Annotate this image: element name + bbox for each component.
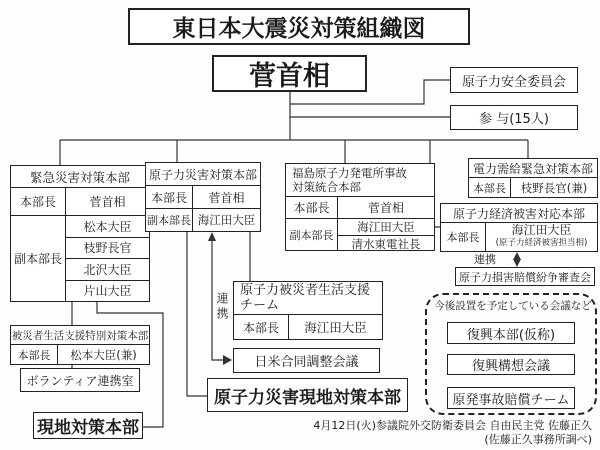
hq-nuclear-disaster-head: 菅首相	[208, 190, 245, 205]
planned-item-label: 復興構想会議	[471, 359, 550, 374]
hq-emergency-title: 緊急災害対策本部	[11, 166, 149, 188]
deputy-label: 副本部長	[146, 209, 193, 231]
planned-compensation-team-box	[447, 387, 575, 409]
nuclear-local-hq-label: 原子力災害現地対策本部	[214, 387, 401, 408]
advisors-box	[450, 105, 578, 130]
victim-life-team-title-line2: チーム	[240, 298, 280, 313]
chart-title-box	[128, 8, 470, 45]
hq-power-supply-box	[468, 158, 598, 198]
planned-reconstruction-hq-box	[447, 322, 575, 344]
hq-nuclear-disaster-title: 原子力災害対策本部	[146, 163, 260, 186]
hq-emergency-deputy: 北沢大臣	[66, 258, 149, 280]
nuclear-safety-commission-box	[450, 67, 578, 93]
prime-minister-box	[212, 55, 367, 92]
chart-title: 東日本大震災対策組織図	[172, 16, 426, 42]
victim-life-team-title	[234, 282, 382, 315]
planned-meetings-label: 今後設置を予定している会議など	[434, 300, 592, 312]
volunteer-office-label: ボランティア連携室	[26, 373, 134, 388]
volunteer-office-box	[20, 368, 140, 392]
hq-nuclear-disaster-box	[145, 162, 261, 232]
head-label: 本部長	[146, 186, 193, 208]
hq-emergency-head: 菅首相	[89, 195, 126, 209]
hq-power-supply-head: 枝野長官(兼)	[520, 180, 588, 195]
hq-power-supply-title: 電力需給緊急対策本部	[469, 159, 597, 178]
prime-minister-label: 菅首相	[249, 61, 330, 92]
deputy-label: 副本部長	[11, 216, 66, 301]
hq-emergency-deputy: 松本大臣	[83, 219, 132, 234]
hq-victim-support-box	[10, 325, 150, 365]
hq-fukushima-deputy: 海江田大臣	[357, 220, 415, 234]
hq-victim-support-title: 被災者生活支援特別対策本部	[11, 326, 149, 345]
source-credit-line2: (佐藤正久事務所調べ)	[484, 432, 592, 446]
planned-meetings-group	[425, 293, 597, 415]
head-label: 本部長	[441, 223, 486, 251]
hq-econ-damage-head-note: (原子力経済被害担当相)	[495, 238, 588, 248]
hq-fukushima-title-line2: 対策統合本部	[292, 180, 361, 194]
hq-emergency-box	[10, 165, 150, 302]
renkei-label-right: 連携	[474, 253, 496, 266]
nuclear-safety-commission-label: 原子力安全委員会	[461, 74, 566, 90]
hq-fukushima-integrated-title	[286, 164, 434, 197]
us-japan-meeting-box	[233, 348, 380, 373]
hq-emergency-deputy: 片山大臣	[66, 280, 149, 302]
hq-fukushima-integrated-box	[285, 163, 435, 251]
head-label: 本部長	[286, 197, 338, 218]
source-credit-line1: 4月12日(火)参議院外交防衛委員会 自由民主党 佐藤正久	[313, 419, 592, 432]
head-label: 本部長	[234, 315, 289, 339]
local-hq-label: 現地対策本部	[37, 418, 139, 438]
planned-reconstruction-council-box	[447, 354, 575, 375]
hq-fukushima-title-line1: 福島原子力発電所事故	[292, 166, 407, 180]
hq-econ-damage-title: 原子力経済被害対応本部	[441, 204, 597, 223]
head-label: 本部長	[11, 345, 58, 364]
head-label: 本部長	[469, 178, 511, 197]
source-credit	[280, 419, 592, 446]
hq-fukushima-deputy: 清水東電社長	[338, 235, 434, 252]
review-board-box	[455, 267, 595, 286]
head-label: 本部長	[11, 188, 66, 215]
victim-life-team-head: 海江田大臣	[304, 320, 367, 335]
us-japan-meeting-label: 日米合同調整会議	[254, 355, 359, 370]
advisors-label: 参 与(15人)	[479, 112, 549, 127]
hq-econ-damage-head: 海江田大臣	[511, 223, 572, 237]
local-hq-box	[33, 412, 143, 439]
victim-life-team-title-line1: 原子力被災者生活支援	[240, 283, 371, 298]
hq-emergency-deputy: 枝野長官	[66, 237, 149, 259]
planned-item-label: 復興本部(仮称)	[466, 327, 556, 343]
hq-victim-support-head: 松本大臣(兼)	[70, 347, 137, 362]
victim-life-team-box	[233, 281, 383, 340]
hq-nuclear-disaster-deputy: 海江田大臣	[197, 213, 256, 227]
renkei-label-middle: 連携	[215, 292, 229, 322]
review-board-label: 原子力損害賠償紛争審査会	[459, 270, 591, 284]
deputy-label: 副本部長	[286, 219, 338, 250]
hq-fukushima-head: 菅首相	[367, 201, 404, 215]
hq-econ-damage-box	[440, 203, 598, 252]
nuclear-local-hq-box	[207, 378, 408, 412]
planned-item-label: 原発事故賠償チーム	[452, 392, 570, 408]
